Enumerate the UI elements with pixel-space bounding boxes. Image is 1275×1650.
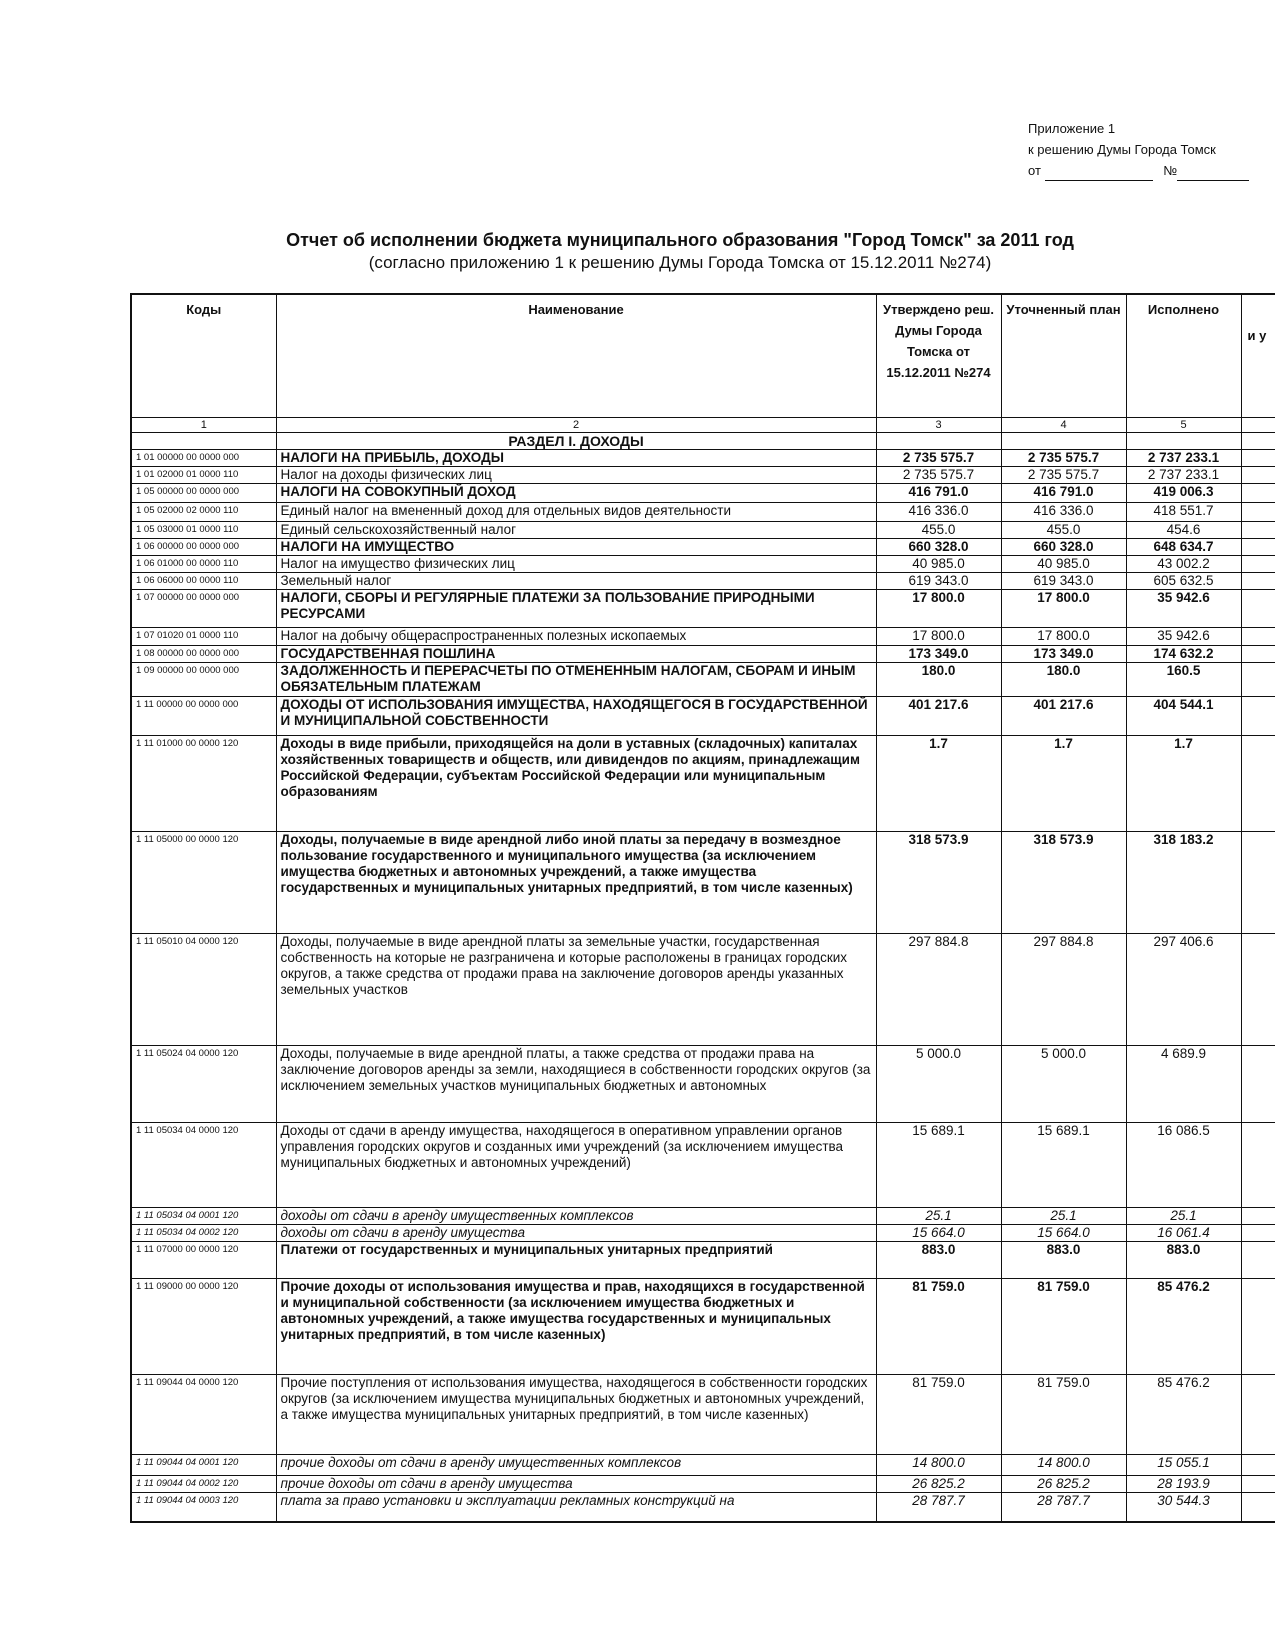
row-name: Доходы в виде прибыли, приходящейся на доли в уставных (складочных) капиталах хозяйственных товариществ и обществ, или дивидендов по акциям, принадлежащим Российской Федерации, субъектам Российской Федерации или муниципальным образованиям bbox=[276, 735, 876, 831]
section-row bbox=[131, 432, 1275, 449]
table-row bbox=[131, 1492, 1275, 1522]
report-title-block bbox=[130, 228, 1230, 274]
row-cut-cell bbox=[1241, 627, 1275, 645]
row-approved: 660 328.0 bbox=[876, 538, 1001, 555]
row-approved: 619 343.0 bbox=[876, 572, 1001, 589]
row-name: прочие доходы от сдачи в аренду имущества bbox=[276, 1475, 876, 1492]
row-cut-cell bbox=[1241, 1374, 1275, 1454]
section-title: РАЗДЕЛ I. ДОХОДЫ bbox=[276, 432, 876, 449]
row-executed: 605 632.5 bbox=[1126, 572, 1241, 589]
row-code: 1 01 02000 01 0000 110 bbox=[131, 466, 276, 483]
row-revised: 883.0 bbox=[1001, 1241, 1126, 1278]
row-code: 1 11 05034 04 0002 120 bbox=[131, 1224, 276, 1241]
row-name: доходы от сдачи в аренду имущества bbox=[276, 1224, 876, 1241]
row-approved: 15 664.0 bbox=[876, 1224, 1001, 1241]
row-name: Доходы, получаемые в виде арендной платы, а также средства от продажи права на заключение договоров аренды за земли, находящиеся в собственности городских округов (за исключением земельных участков муниципальных бюджетных и автономных bbox=[276, 1045, 876, 1122]
row-cut-cell bbox=[1241, 449, 1275, 466]
row-revised: 15 664.0 bbox=[1001, 1224, 1126, 1241]
row-revised: 17 800.0 bbox=[1001, 627, 1126, 645]
header-revised: Уточненный план bbox=[1001, 294, 1126, 417]
col-num-3: 3 bbox=[876, 417, 1001, 432]
row-executed: 454.6 bbox=[1126, 521, 1241, 538]
row-revised: 2 735 575.7 bbox=[1001, 449, 1126, 466]
table-row bbox=[131, 1454, 1275, 1475]
header-executed: Исполнено bbox=[1126, 294, 1241, 417]
row-code: 1 11 05010 04 0000 120 bbox=[131, 933, 276, 1045]
col-num-6 bbox=[1241, 417, 1275, 432]
row-revised: 14 800.0 bbox=[1001, 1454, 1126, 1475]
header-row bbox=[131, 294, 1275, 417]
row-approved: 180.0 bbox=[876, 662, 1001, 696]
row-name: НАЛОГИ, СБОРЫ И РЕГУЛЯРНЫЕ ПЛАТЕЖИ ЗА ПОЛЬЗОВАНИЕ ПРИРОДНЫМИ РЕСУРСАМИ bbox=[276, 589, 876, 627]
table-row bbox=[131, 662, 1275, 696]
row-approved: 318 573.9 bbox=[876, 831, 1001, 933]
table-row bbox=[131, 483, 1275, 502]
row-cut-cell bbox=[1241, 662, 1275, 696]
row-executed: 35 942.6 bbox=[1126, 627, 1241, 645]
row-code: 1 08 00000 00 0000 000 bbox=[131, 645, 276, 662]
row-code: 1 11 09044 04 0002 120 bbox=[131, 1475, 276, 1492]
row-executed: 2 737 233.1 bbox=[1126, 449, 1241, 466]
row-approved: 28 787.7 bbox=[876, 1492, 1001, 1522]
row-approved: 1.7 bbox=[876, 735, 1001, 831]
section-code-cell bbox=[131, 432, 276, 449]
row-name: Налог на имущество физических лиц bbox=[276, 555, 876, 572]
row-cut-cell bbox=[1241, 555, 1275, 572]
row-executed: 2 737 233.1 bbox=[1126, 466, 1241, 483]
table-row bbox=[131, 627, 1275, 645]
col-num-5: 5 bbox=[1126, 417, 1241, 432]
table-row bbox=[131, 538, 1275, 555]
row-approved: 81 759.0 bbox=[876, 1374, 1001, 1454]
row-approved: 416 791.0 bbox=[876, 483, 1001, 502]
table-row bbox=[131, 933, 1275, 1045]
row-cut-cell bbox=[1241, 645, 1275, 662]
row-code: 1 11 09000 00 0000 120 bbox=[131, 1278, 276, 1374]
table-row bbox=[131, 1224, 1275, 1241]
row-name: ДОХОДЫ ОТ ИСПОЛЬЗОВАНИЯ ИМУЩЕСТВА, НАХОДЯЩЕГОСЯ В ГОСУДАРСТВЕННОЙ И МУНИЦИПАЛЬНОЙ СОБСТВЕННОСТИ bbox=[276, 696, 876, 735]
row-cut-cell bbox=[1241, 483, 1275, 502]
row-code: 1 11 01000 00 0000 120 bbox=[131, 735, 276, 831]
row-executed: 28 193.9 bbox=[1126, 1475, 1241, 1492]
table-row bbox=[131, 1122, 1275, 1207]
row-code: 1 06 06000 00 0000 110 bbox=[131, 572, 276, 589]
row-revised: 318 573.9 bbox=[1001, 831, 1126, 933]
row-name: Доходы от сдачи в аренду имущества, находящегося в оперативном управлении органов управления городских округов и созданных ими учреждений (за исключением имущества муниципальных бюджетных и автономных учреждений) bbox=[276, 1122, 876, 1207]
budget-table bbox=[130, 293, 1275, 1523]
row-approved: 2 735 575.7 bbox=[876, 449, 1001, 466]
row-approved: 401 217.6 bbox=[876, 696, 1001, 735]
row-cut-cell bbox=[1241, 589, 1275, 627]
row-revised: 25.1 bbox=[1001, 1207, 1126, 1224]
row-executed: 297 406.6 bbox=[1126, 933, 1241, 1045]
table-row bbox=[131, 1374, 1275, 1454]
row-code: 1 11 07000 00 0000 120 bbox=[131, 1241, 276, 1278]
row-executed: 648 634.7 bbox=[1126, 538, 1241, 555]
row-code: 1 11 00000 00 0000 000 bbox=[131, 696, 276, 735]
row-revised: 2 735 575.7 bbox=[1001, 466, 1126, 483]
row-code: 1 07 00000 00 0000 000 bbox=[131, 589, 276, 627]
row-revised: 180.0 bbox=[1001, 662, 1126, 696]
row-name: Прочие поступления от использования имущества, находящегося в собственности городских округов (за исключением имущества муниципальных бюджетных и автономных учреждений, а также имущества муниципальных унитарных предприятий, в том числе казенных) bbox=[276, 1374, 876, 1454]
row-executed: 30 544.3 bbox=[1126, 1492, 1241, 1522]
table-row bbox=[131, 555, 1275, 572]
row-executed: 160.5 bbox=[1126, 662, 1241, 696]
row-code: 1 05 02000 02 0000 110 bbox=[131, 502, 276, 521]
section-empty-6 bbox=[1241, 432, 1275, 449]
row-cut-cell bbox=[1241, 1122, 1275, 1207]
row-code: 1 11 09044 04 0000 120 bbox=[131, 1374, 276, 1454]
row-executed: 85 476.2 bbox=[1126, 1374, 1241, 1454]
row-revised: 26 825.2 bbox=[1001, 1475, 1126, 1492]
table-row bbox=[131, 735, 1275, 831]
row-approved: 416 336.0 bbox=[876, 502, 1001, 521]
col-num-1: 1 bbox=[131, 417, 276, 432]
row-executed: 419 006.3 bbox=[1126, 483, 1241, 502]
report-subtitle: (согласно приложению 1 к решению Думы Города Томска от 15.12.2011 №274) bbox=[368, 253, 992, 272]
report-title: Отчет об исполнении бюджета муниципального образования "Город Томск" за 2011 год bbox=[286, 230, 1074, 250]
row-approved: 17 800.0 bbox=[876, 589, 1001, 627]
row-revised: 15 689.1 bbox=[1001, 1122, 1126, 1207]
table-row bbox=[131, 521, 1275, 538]
row-name: Единый налог на вмененный доход для отдельных видов деятельности bbox=[276, 502, 876, 521]
table-row bbox=[131, 1207, 1275, 1224]
col-num-4: 4 bbox=[1001, 417, 1126, 432]
row-revised: 619 343.0 bbox=[1001, 572, 1126, 589]
row-executed: 883.0 bbox=[1126, 1241, 1241, 1278]
row-name: Прочие доходы от использования имущества и прав, находящихся в государственной и муниципальной собственности (за исключением имущества бюджетных и автономных учреждений, а также имущества государственных и муниципальных унитарных предприятий, в том числе казенных) bbox=[276, 1278, 876, 1374]
appendix-title: Приложение 1 bbox=[1028, 121, 1116, 136]
row-executed: 25.1 bbox=[1126, 1207, 1241, 1224]
row-code: 1 11 05024 04 0000 120 bbox=[131, 1045, 276, 1122]
row-revised: 660 328.0 bbox=[1001, 538, 1126, 555]
row-revised: 297 884.8 bbox=[1001, 933, 1126, 1045]
row-cut-cell bbox=[1241, 1278, 1275, 1374]
row-cut-cell bbox=[1241, 1475, 1275, 1492]
row-cut-cell bbox=[1241, 696, 1275, 735]
row-code: 1 11 09044 04 0001 120 bbox=[131, 1454, 276, 1475]
row-revised: 28 787.7 bbox=[1001, 1492, 1126, 1522]
row-revised: 81 759.0 bbox=[1001, 1374, 1126, 1454]
table-row bbox=[131, 1475, 1275, 1492]
table-row bbox=[131, 645, 1275, 662]
row-revised: 416 336.0 bbox=[1001, 502, 1126, 521]
row-name: НАЛОГИ НА СОВОКУПНЫЙ ДОХОД bbox=[276, 483, 876, 502]
section-empty-3 bbox=[876, 432, 1001, 449]
row-code: 1 06 01000 00 0000 110 bbox=[131, 555, 276, 572]
row-approved: 81 759.0 bbox=[876, 1278, 1001, 1374]
row-approved: 26 825.2 bbox=[876, 1475, 1001, 1492]
row-name: НАЛОГИ НА ПРИБЫЛЬ, ДОХОДЫ bbox=[276, 449, 876, 466]
table-row bbox=[131, 1241, 1275, 1278]
row-approved: 173 349.0 bbox=[876, 645, 1001, 662]
section-empty-4 bbox=[1001, 432, 1126, 449]
row-executed: 35 942.6 bbox=[1126, 589, 1241, 627]
row-revised: 416 791.0 bbox=[1001, 483, 1126, 502]
row-approved: 25.1 bbox=[876, 1207, 1001, 1224]
row-name: Единый сельскохозяйственный налог bbox=[276, 521, 876, 538]
row-name: Платежи от государственных и муниципальных унитарных предприятий bbox=[276, 1241, 876, 1278]
table-row bbox=[131, 696, 1275, 735]
row-code: 1 11 09044 04 0003 120 bbox=[131, 1492, 276, 1522]
row-name: Доходы, получаемые в виде арендной платы за земельные участки, государственная собственность на которые не разграничена и которые расположены в границах городских округов, а также средства от продажи права на заключение договоров аренды указанных земельных участков bbox=[276, 933, 876, 1045]
row-name: прочие доходы от сдачи в аренду имущественных комплексов bbox=[276, 1454, 876, 1475]
row-approved: 2 735 575.7 bbox=[876, 466, 1001, 483]
row-cut-cell bbox=[1241, 1241, 1275, 1278]
row-code: 1 06 00000 00 0000 000 bbox=[131, 538, 276, 555]
header-codes: Коды bbox=[131, 294, 276, 417]
row-name: ЗАДОЛЖЕННОСТЬ И ПЕРЕРАСЧЕТЫ ПО ОТМЕНЕННЫМ НАЛОГАМ, СБОРАМ И ИНЫМ ОБЯЗАТЕЛЬНЫМ ПЛАТЕЖАМ bbox=[276, 662, 876, 696]
row-executed: 318 183.2 bbox=[1126, 831, 1241, 933]
row-revised: 1.7 bbox=[1001, 735, 1126, 831]
row-approved: 14 800.0 bbox=[876, 1454, 1001, 1475]
row-executed: 43 002.2 bbox=[1126, 555, 1241, 572]
number-label: № bbox=[1163, 163, 1178, 178]
header-name: Наименование bbox=[276, 294, 876, 417]
row-cut-cell bbox=[1241, 538, 1275, 555]
row-name: плата за право установки и эксплуатации рекламных конструкций на bbox=[276, 1492, 876, 1522]
row-name: Доходы, получаемые в виде арендной либо иной платы за передачу в возмездное пользование государственного и муниципального имущества (за исключением имущества бюджетных и автономных учреждений, а также имущества государственных и муниципальных унитарных предприятий, в том числе казенных) bbox=[276, 831, 876, 933]
row-approved: 5 000.0 bbox=[876, 1045, 1001, 1122]
number-blank bbox=[1177, 166, 1249, 181]
row-executed: 15 055.1 bbox=[1126, 1454, 1241, 1475]
appendix-date-line bbox=[1028, 160, 1249, 181]
row-cut-cell bbox=[1241, 1224, 1275, 1241]
row-name: доходы от сдачи в аренду имущественных комплексов bbox=[276, 1207, 876, 1224]
row-executed: 174 632.2 bbox=[1126, 645, 1241, 662]
column-number-row bbox=[131, 417, 1275, 432]
row-cut-cell bbox=[1241, 572, 1275, 589]
from-label: от bbox=[1028, 163, 1041, 178]
row-revised: 17 800.0 bbox=[1001, 589, 1126, 627]
row-revised: 81 759.0 bbox=[1001, 1278, 1126, 1374]
row-code: 1 05 00000 00 0000 000 bbox=[131, 483, 276, 502]
row-name: ГОСУДАРСТВЕННАЯ ПОШЛИНА bbox=[276, 645, 876, 662]
row-executed: 404 544.1 bbox=[1126, 696, 1241, 735]
row-cut-cell bbox=[1241, 735, 1275, 831]
row-name: Земельный налог bbox=[276, 572, 876, 589]
row-cut-cell bbox=[1241, 502, 1275, 521]
date-blank bbox=[1045, 166, 1153, 181]
row-cut-cell bbox=[1241, 831, 1275, 933]
row-cut-cell bbox=[1241, 1454, 1275, 1475]
row-revised: 455.0 bbox=[1001, 521, 1126, 538]
row-code: 1 07 01020 01 0000 110 bbox=[131, 627, 276, 645]
row-code: 1 05 03000 01 0000 110 bbox=[131, 521, 276, 538]
row-executed: 418 551.7 bbox=[1126, 502, 1241, 521]
row-approved: 455.0 bbox=[876, 521, 1001, 538]
table-body bbox=[131, 417, 1275, 1522]
row-executed: 1.7 bbox=[1126, 735, 1241, 831]
table-row bbox=[131, 466, 1275, 483]
row-cut-cell bbox=[1241, 1045, 1275, 1122]
col-num-2: 2 bbox=[276, 417, 876, 432]
table-row bbox=[131, 572, 1275, 589]
row-cut-cell bbox=[1241, 1492, 1275, 1522]
row-approved: 40 985.0 bbox=[876, 555, 1001, 572]
header-approved: Утверждено реш. Думы Города Томска от 15.12.2011 №274 bbox=[876, 294, 1001, 417]
row-name: Налог на доходы физических лиц bbox=[276, 466, 876, 483]
row-code: 1 11 05034 04 0000 120 bbox=[131, 1122, 276, 1207]
row-approved: 297 884.8 bbox=[876, 933, 1001, 1045]
table-row bbox=[131, 1278, 1275, 1374]
row-executed: 4 689.9 bbox=[1126, 1045, 1241, 1122]
table-row bbox=[131, 502, 1275, 521]
table-row bbox=[131, 449, 1275, 466]
row-revised: 401 217.6 bbox=[1001, 696, 1126, 735]
row-cut-cell bbox=[1241, 521, 1275, 538]
row-cut-cell bbox=[1241, 933, 1275, 1045]
row-executed: 85 476.2 bbox=[1126, 1278, 1241, 1374]
table-row bbox=[131, 589, 1275, 627]
appendix-decision: к решению Думы Города Томск bbox=[1028, 142, 1216, 157]
row-code: 1 01 00000 00 0000 000 bbox=[131, 449, 276, 466]
section-empty-5 bbox=[1126, 432, 1241, 449]
row-cut-cell bbox=[1241, 1207, 1275, 1224]
row-code: 1 09 00000 00 0000 000 bbox=[131, 662, 276, 696]
row-name: Налог на добычу общераспространенных полезных ископаемых bbox=[276, 627, 876, 645]
row-executed: 16 086.5 bbox=[1126, 1122, 1241, 1207]
appendix-note bbox=[1028, 118, 1249, 181]
row-name: НАЛОГИ НА ИМУЩЕСТВО bbox=[276, 538, 876, 555]
row-approved: 17 800.0 bbox=[876, 627, 1001, 645]
row-code: 1 11 05034 04 0001 120 bbox=[131, 1207, 276, 1224]
row-approved: 15 689.1 bbox=[876, 1122, 1001, 1207]
row-revised: 5 000.0 bbox=[1001, 1045, 1126, 1122]
row-approved: 883.0 bbox=[876, 1241, 1001, 1278]
header-cut-column: и у bbox=[1241, 294, 1275, 417]
table-row bbox=[131, 1045, 1275, 1122]
row-cut-cell bbox=[1241, 466, 1275, 483]
row-revised: 40 985.0 bbox=[1001, 555, 1126, 572]
row-executed: 16 061.4 bbox=[1126, 1224, 1241, 1241]
row-revised: 173 349.0 bbox=[1001, 645, 1126, 662]
row-code: 1 11 05000 00 0000 120 bbox=[131, 831, 276, 933]
table-row bbox=[131, 831, 1275, 933]
